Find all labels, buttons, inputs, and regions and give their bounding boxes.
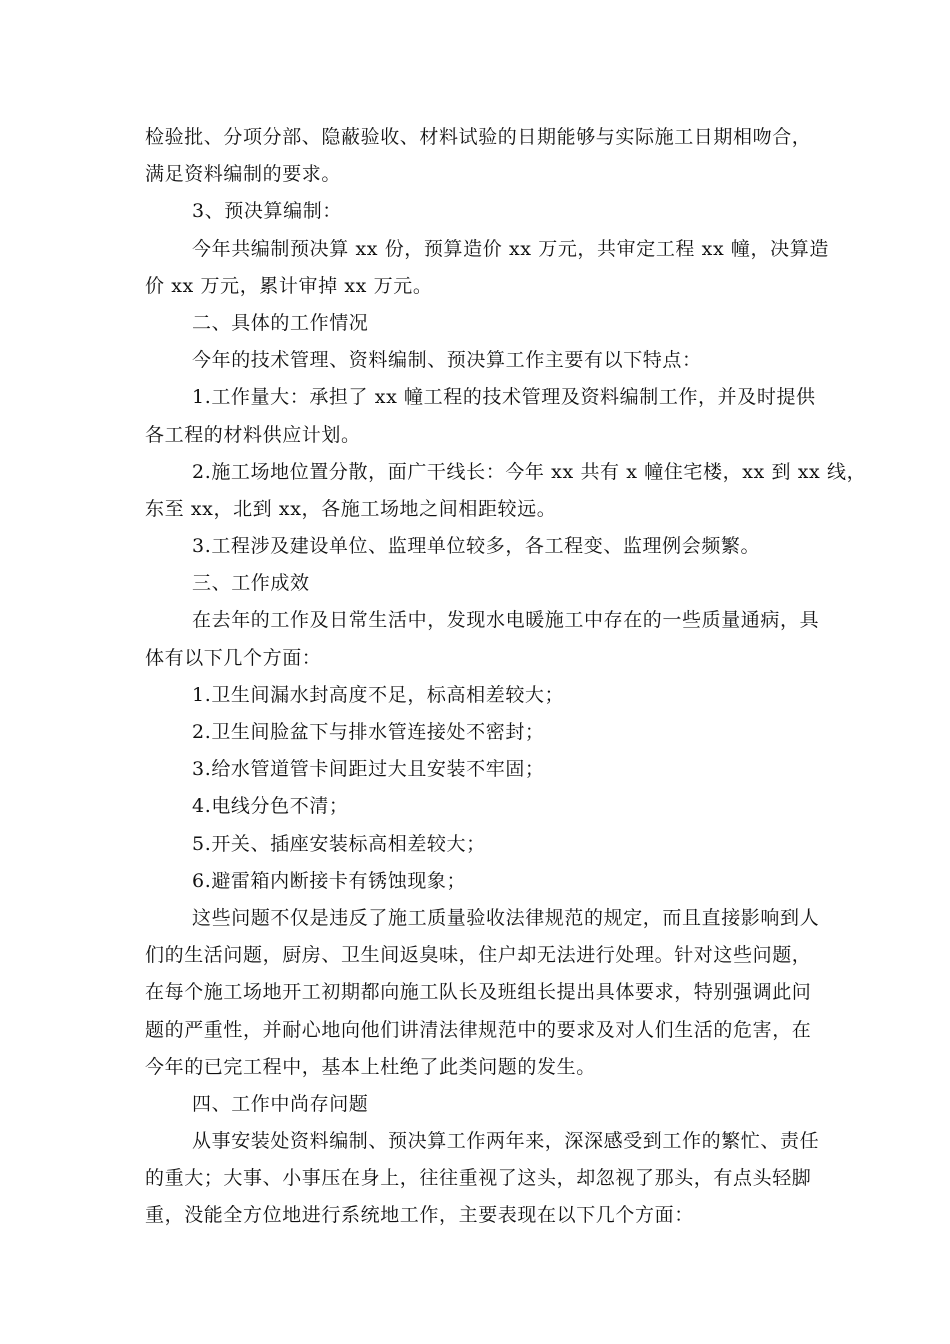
text-line: 在每个施工场地开工初期都向施工队长及班组长提出具体要求，特别强调此问 <box>145 981 812 1004</box>
text-line: 题的严重性，并耐心地向他们讲清法律规范中的要求及对人们生活的危害，在 <box>145 1018 812 1041</box>
document-body <box>145 119 867 1235</box>
text-line: 二、具体的工作情况 <box>192 311 369 334</box>
text-line: 重，没能全方位地进行系统地工作，主要表现在以下几个方面： <box>145 1204 694 1227</box>
text-line: 2.施工场地位置分散，面广干线长：今年 xx 共有 x 幢住宅楼，xx 到 xx 线， <box>192 460 867 483</box>
text-line: 东至 xx，北到 xx，各施工场地之间相距较远。 <box>145 497 557 520</box>
text-line: 各工程的材料供应计划。 <box>145 423 361 446</box>
text-line: 6.避雷箱内断接卡有锈蚀现象； <box>192 869 467 892</box>
text-line: 的重大；大事、小事压在身上，往往重视了这头，却忽视了那头，有点头轻脚 <box>145 1167 812 1190</box>
text-line: 3、预决算编制： <box>192 200 342 223</box>
text-line: 从事安装处资料编制、预决算工作两年来，深深感受到工作的繁忙、责任 <box>192 1130 820 1153</box>
text-line: 5.开关、插座安装标高相差较大； <box>192 832 486 855</box>
text-line: 3.给水管道管卡间距过大且安装不牢固； <box>192 758 545 781</box>
text-line: 四、工作中尚存问题 <box>192 1092 369 1115</box>
text-line: 三、工作成效 <box>192 572 310 595</box>
text-line: 在去年的工作及日常生活中，发现水电暖施工中存在的一些质量通病，具 <box>192 609 820 632</box>
text-line: 体有以下几个方面： <box>145 646 322 669</box>
text-line: 价 xx 万元，累计审掉 xx 万元。 <box>145 274 433 297</box>
text-line: 满足资料编制的要求。 <box>145 163 342 186</box>
text-line: 3.工程涉及建设单位、监理单位较多，各工程变、监理例会频繁。 <box>192 535 761 558</box>
text-line: 今年的已完工程中，基本上杜绝了此类问题的发生。 <box>145 1055 596 1078</box>
text-line: 2.卫生间脸盆下与排水管连接处不密封； <box>192 721 545 743</box>
text-line: 1.卫生间漏水封高度不足，标高相差较大； <box>192 683 565 706</box>
text-line: 4.电线分色不清； <box>192 795 349 818</box>
text-line: 检验批、分项分部、隐蔽验收、材料试验的日期能够与实际施工日期相吻合， <box>145 126 812 148</box>
text-line: 今年共编制预决算 xx 份，预算造价 xx 万元，共审定工程 xx 幢，决算造 <box>192 237 829 260</box>
text-line: 们的生活问题，厨房、卫生间返臭味，住户却无法进行处理。针对这些问题， <box>145 944 812 967</box>
text-line: 1.工作量大：承担了 xx 幢工程的技术管理及资料编制工作，并及时提供 <box>192 386 816 409</box>
text-line: 今年的技术管理、资料编制、预决算工作主要有以下特点： <box>192 349 702 372</box>
text-line: 这些问题不仅是违反了施工质量验收法律规范的规定，而且直接影响到人 <box>192 906 820 929</box>
